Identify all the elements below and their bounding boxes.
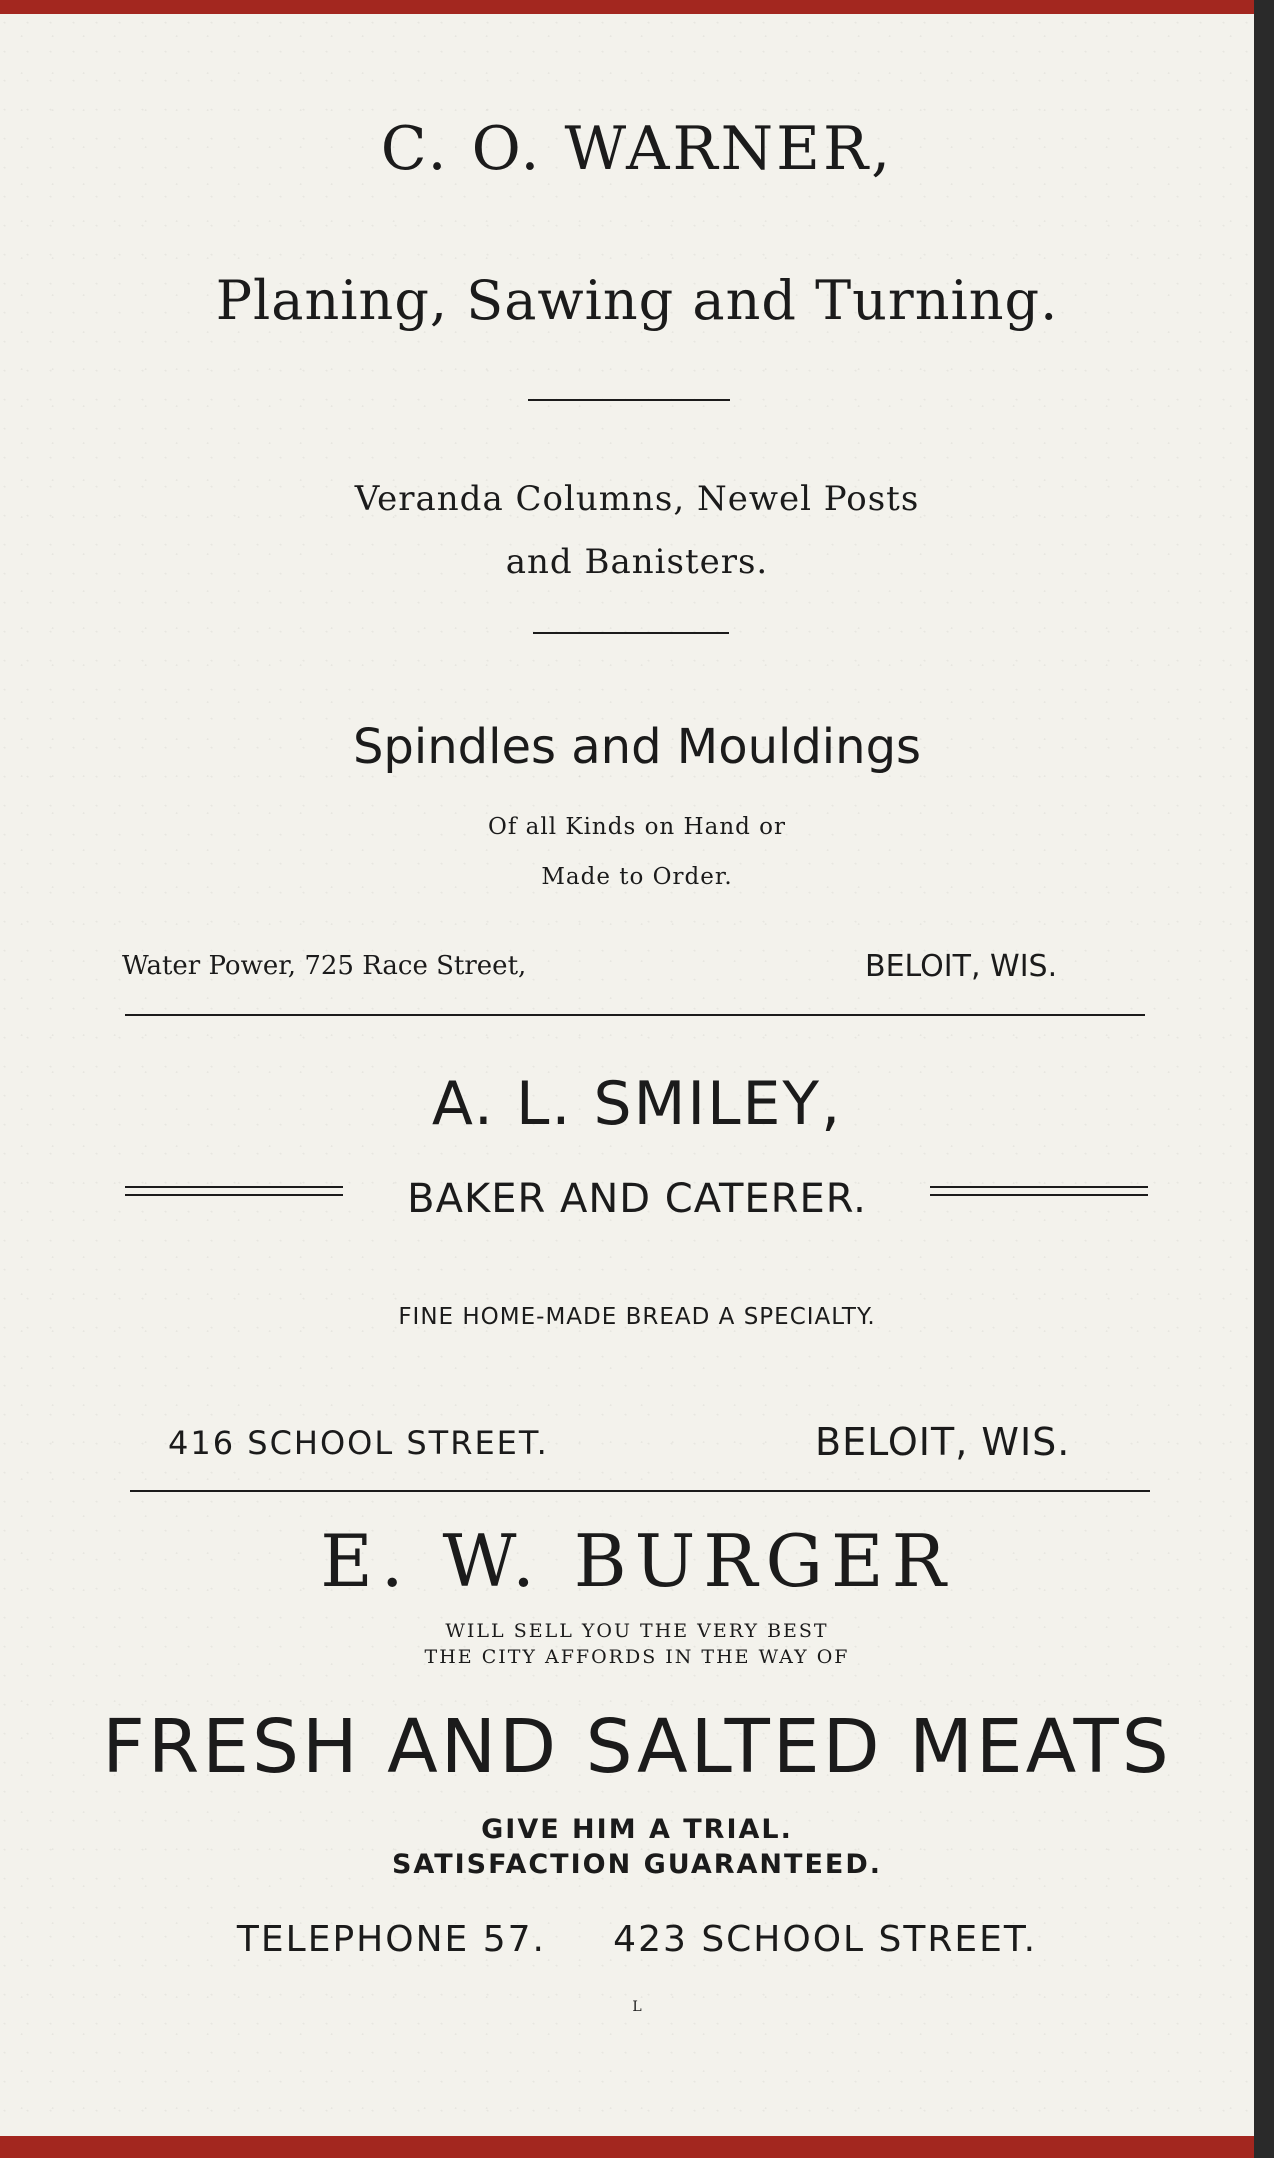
burger-intro-line2: THE CITY AFFORDS IN THE WAY OF xyxy=(424,1646,850,1668)
warner-tagline: Planing, Sawing and Turning. xyxy=(215,269,1059,332)
binding-edge xyxy=(1254,0,1274,2158)
burger-intro-line1: WILL SELL YOU THE VERY BEST xyxy=(445,1620,829,1642)
smiley-name: A. L. SMILEY, xyxy=(431,1069,843,1139)
warner-note-line2: Made to Order. xyxy=(541,864,733,890)
burger-name: E. W. BURGER xyxy=(320,1519,954,1603)
warner-products-line1: Veranda Columns, Newel Posts xyxy=(354,479,920,519)
divider xyxy=(533,632,729,634)
burger-contact: TELEPHONE 57. 423 SCHOOL STREET. xyxy=(236,1919,1038,1960)
burger-tagline-line2: SATISFACTION GUARANTEED. xyxy=(391,1849,883,1880)
smiley-specialty: FINE HOME-MADE BREAD A SPECIALTY. xyxy=(398,1304,876,1330)
page-mark: L xyxy=(632,1999,642,2015)
smiley-trade: BAKER AND CATERER. xyxy=(407,1176,867,1222)
warner-products-line2: and Banisters. xyxy=(505,542,769,582)
section-divider xyxy=(125,1014,1145,1016)
burger-tagline-line1: GIVE HIM A TRIAL. xyxy=(481,1814,793,1845)
warner-name: C. O. WARNER, xyxy=(380,114,894,184)
section-divider xyxy=(130,1490,1150,1492)
catalog-page xyxy=(0,14,1274,2136)
warner-city: BELOIT, WIS. xyxy=(865,949,1058,984)
warner-heading: Spindles and Mouldings xyxy=(352,719,922,775)
divider xyxy=(528,399,730,401)
warner-address: Water Power, 725 Race Street, xyxy=(122,951,527,981)
burger-headline: FRESH AND SALTED MEATS xyxy=(102,1704,1172,1790)
warner-note-line1: Of all Kinds on Hand or xyxy=(487,814,787,840)
smiley-city: BELOIT, WIS. xyxy=(815,1420,1071,1464)
smiley-address: 416 SCHOOL STREET. xyxy=(168,1424,549,1462)
